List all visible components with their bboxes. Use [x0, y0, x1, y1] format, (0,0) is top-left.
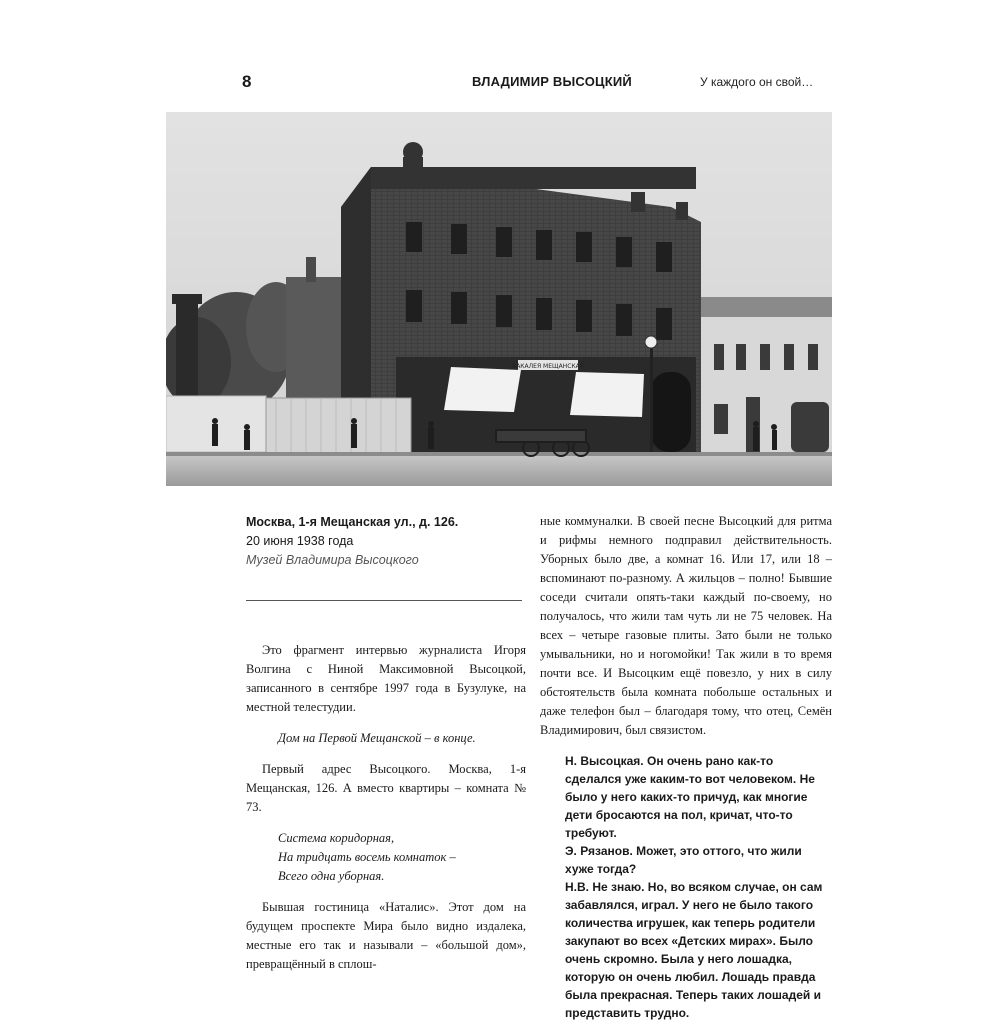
running-head-section: У каждого он свой…	[700, 75, 814, 89]
hotel-paragraph: Бывшая гостиница «Наталис». Этот дом на будущем проспекте Мира было видно издалека, местные его так и называли – «большой дом», превращённый в сплош-	[246, 900, 526, 971]
song-quote: Дом на Первой Мещанской – в конце.	[278, 731, 476, 745]
shop-sign: БАКАЛЕЯ МЕЩАНСКАЯ	[512, 363, 584, 370]
communal-paragraph: ные коммуналки. В своей песне Высоцкий для ритма и рифмы немного подправил действительность. Уборных было две, а комнат 16. Или 17, или 18 – вспоминают по-разному. А жильцов – полно! Бывшие соседи считали опять-таки каждый по-своему, но получалось, что жили там чуть ли не 75 человек. На всех – четыре газовые плиты. Зато были не только умывальники, но и ногомойки! Так жили в то время почти все. И Высоцким ещё повезло, у них в силу обстоятельств была комната побольше остальных и даже телефон был – благодаря тому, что отец, Семён Владимирович, был связистом.	[540, 514, 832, 737]
address-paragraph: Первый адрес Высоцкого. Москва, 1-я Мещанская, 126. А вместо квартиры – комната № 73.	[246, 762, 526, 814]
poem-line-3: Всего одна уборная.	[278, 869, 385, 883]
interview-dialog	[540, 752, 832, 1022]
page-number: 8	[242, 72, 252, 91]
caption-date: 20 июня 1938 года	[246, 534, 354, 548]
poem-line-1: Система коридорная,	[278, 831, 395, 845]
left-text-column	[246, 641, 526, 974]
dialog-line-3: Н.В. Не знаю. Но, во всяком случае, он сам забавлялся, играл. У него не было такого количества игрушек, как теперь родители закупают во всех «Детских мирах». Было очень скромно. Была у него лошадка, которую он очень любил. Лошадь правда была прекрасная. Теперь таких лошадей и представить трудно.	[565, 880, 823, 1020]
photo-caption	[246, 513, 536, 570]
right-text-column	[540, 512, 832, 1022]
caption-address: Москва, 1-я Мещанская ул., д. 126.	[246, 515, 459, 529]
poem-line-2: На тридцать восемь комнаток –	[278, 850, 456, 864]
historical-building-photo	[166, 112, 832, 486]
intro-paragraph: Это фрагмент интервью журналиста Игоря Волгина с Ниной Максимовной Высоцкой, записанного в сентябре 1997 года в Бузулуке, на местной телестудии.	[246, 643, 526, 714]
caption-divider	[246, 600, 522, 601]
caption-source: Музей Владимира Высоцкого	[246, 553, 419, 567]
running-head-title: ВЛАДИМИР ВЫСОЦКИЙ	[472, 74, 632, 89]
dialog-line-1: Н. Высоцкая. Он очень рано как-то сделался уже каким-то вот человеком. Не было у него каких-то причуд, как многие дети бросаются на пол, кричат, что-то требуют.	[565, 754, 815, 840]
dialog-line-2: Э. Рязанов. Может, это оттого, что жили хуже тогда?	[565, 844, 802, 876]
